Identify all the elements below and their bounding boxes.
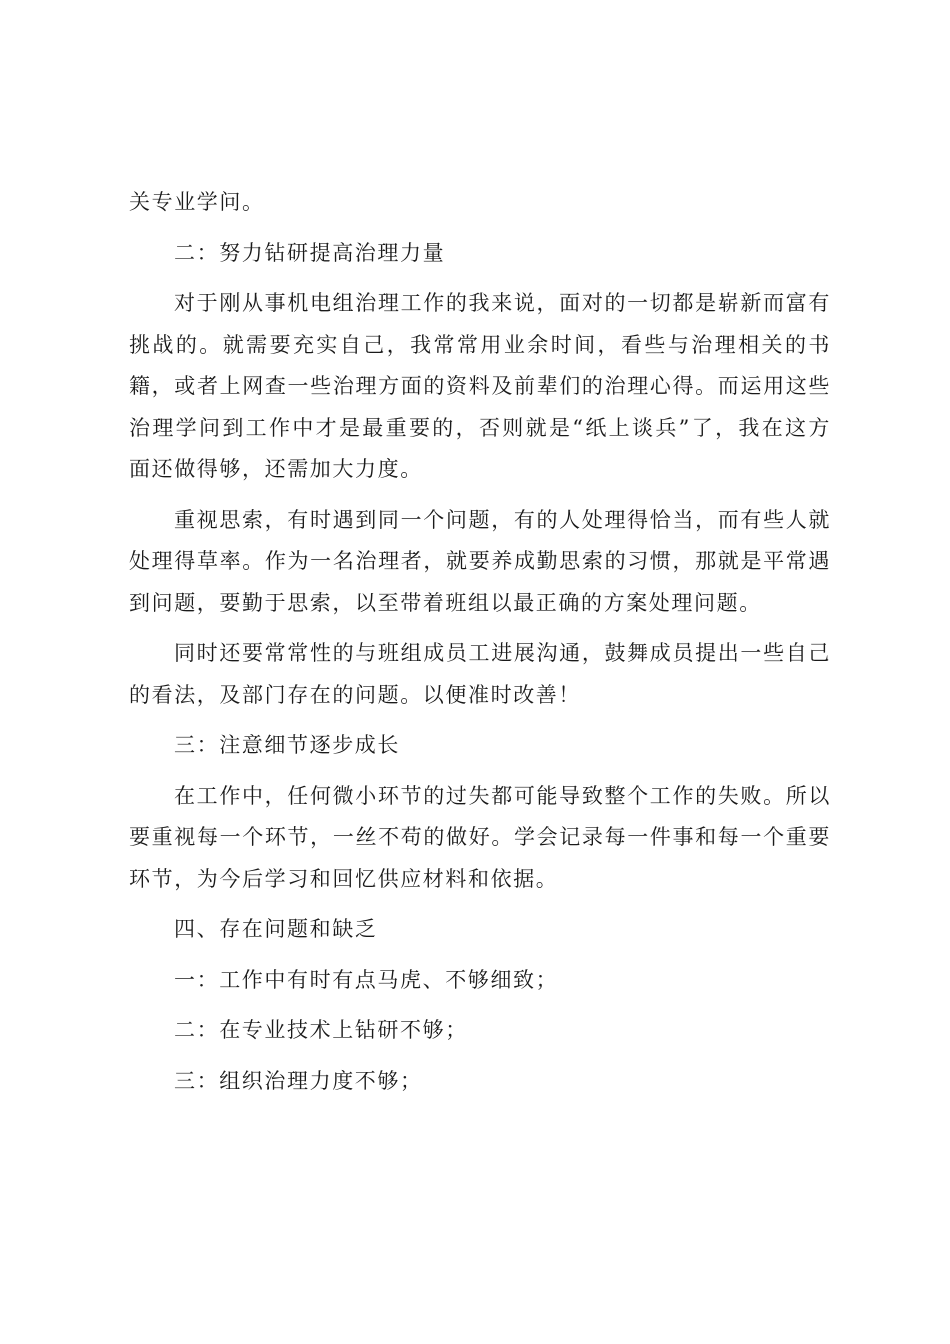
section-heading-three: 三：注意细节逐步成长 <box>174 733 400 757</box>
document-body <box>129 182 831 1111</box>
list-item: 一：工作中有时有点马虎、不够细致； <box>174 967 559 992</box>
paragraph: 同时还要常常性的与班组成员工进展沟通，鼓舞成员提出一些自己的看法，及部门存在的问题。以便准时改善！ <box>129 641 831 707</box>
paragraph: 重视思索，有时遇到同一个问题，有的人处理得恰当，而有些人就处理得草率。作为一名治理者，就要养成勤思索的习惯，那就是平常遇到问题，要勤于思索，以至带着班组以最正确的方案处理问题。 <box>129 507 831 615</box>
paragraph-continuation: 关专业学问。 <box>129 190 265 214</box>
list-item: 二：在专业技术上钻研不够； <box>174 1018 468 1042</box>
list-item: 三：组织治理力度不够； <box>174 1068 423 1093</box>
paragraph: 对于刚从事机电组治理工作的我来说，面对的一切都是崭新而富有挑战的。就需要充实自己，我常常用业余时间，看些与治理相关的书籍，或者上网查一些治理方面的资料及前辈们的治理心得。而运用这些治理学问到工作中才是最重要的，否则就是“纸上谈兵”了，我在这方面还做得够，还需加大力度。 <box>129 291 831 481</box>
section-heading-two: 二：努力钻研提高治理力量 <box>174 240 446 265</box>
section-heading-four: 四、存在问题和缺乏 <box>174 917 378 941</box>
paragraph: 在工作中，任何微小环节的过失都可能导致整个工作的失败。所以要重视每一个环节，一丝不苟的做好。学会记录每一件事和每一个重要环节，为今后学习和回忆供应材料和依据。 <box>129 783 831 891</box>
